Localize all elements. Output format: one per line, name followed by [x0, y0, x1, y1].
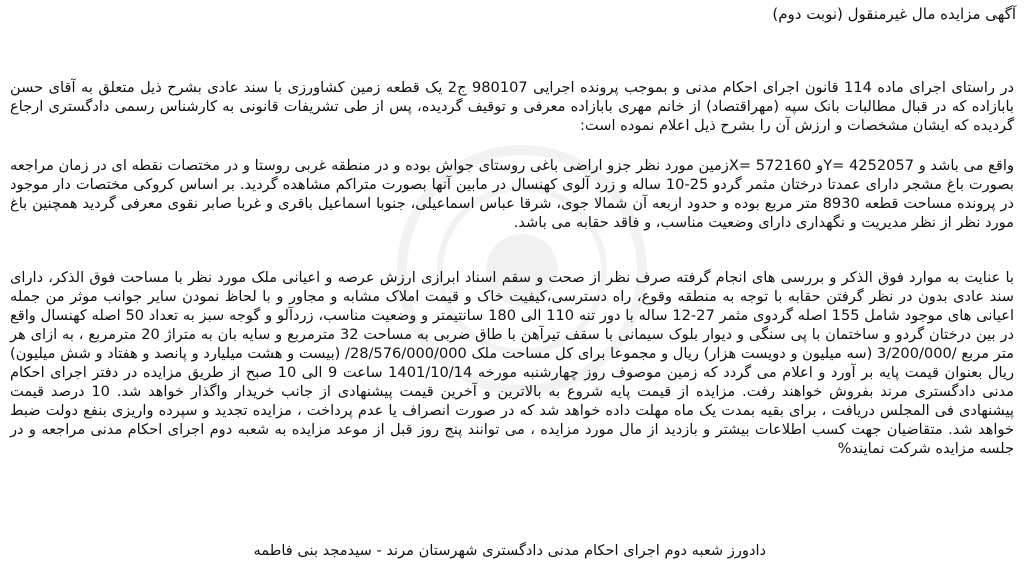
valuation-auction-paragraph: با عنایت به موارد فوق الذکر و بررسی های انجام گرفته صرف نظر از صحت و سقم اسناد ابرازی ارزش عرصه و اعیانی ملک مورد نظر با مساحت فوق الذکر، دارای سند عادی بدون در نظر گرفتن حقابه با توجه به منطقه وقوع، راه دسترسی،کیفیت خاک و قیمت املاک مشابه و مجاور و با لحاظ نمودن سایر جوانب موثر من جمله اعیانی های موجود شامل 155 اصله گردوی مثمر 27-12 ساله با دور تنه 110 الی 180 سانتیمتر و وضعیت مناسب، زردآلو و گوجه سبز به تعداد 50 اصله کهنسال واقع در بین درختان گردو و ساختمان با پی سنگی و دیوار بلوک سیمانی با سقف تیرآهن با طاق ضربی به مساحت 32 مترمربع و سایه بان به متراژ 20 مترمربع ، به ازای هر متر مربع /3/200/000 (سه میلیون و دویست هزار) ریال و مجموعا برای کل مساحت ملک 28/576/000/000/ (بیست و هشت میلیارد و پانصد و هفتاد و شش میلیون) ریال بعنوان قیمت پایه بر آورد و اعلام می گردد که زمین موصوف روز چهارشنبه مورخه 1401/10/14 ساعت 9 الی 10 صبح از طریق مزایده در دفتر اجرای احکام مدنی دادگستری مرند بفروش خواهند رفت. مزایده از قیمت پایه شروع به بالاترین و آخرین قیمت پیشنهادی از جانب خریدار واگذار خواهد شد. 10 درصد قیمت پیشنهادی فی المجلس دریافت ، برای بقیه بمدت یک ماه مهلت داده خواهد شد که در صورت انصراف یا عدم پرداخت ، مزایده تجدید و سپرده واریزی بنفع دولت ضبط خواهد شد. متقاضیان جهت کسب اطلاعات بیشتر و بازدید از مال مورد مزایده ، می توانند پنج روز قبل از موعد مزایده به شعبه دوم اجرای احکام مدنی مراجعه و در جلسه مزایده شرکت نمایند% — [10, 269, 1015, 457]
notice-title: آگهی مزایده مال غیرمنقول (نوبت دوم) — [772, 5, 1016, 23]
signature-line: دادورز شعبه دوم اجرای احکام مدنی دادگستری شهرستان مرند - سیدمجد بنی فاطمه — [253, 542, 766, 559]
property-description-paragraph: واقع می باشد و Y= 4252057و X= 572160زمین مورد نظر جزو اراضی باغی روستای جواش بوده و در منطقه غربی روستا و در مختصات نقطه ای در زمان مراجعه بصورت باغ مشجر دارای عمدتا درختان مثمر گردو 25-10 ساله و زرد آلوی کهنسال در مابین آنها بصورت متراکم مشاهده گردید. بر اساس کروکی مختصات دار موجود در پرونده مساحت قطعه 8930 متر مربع بوده و حدود اربعه آن شمالا جوی، شرقا عباس اسماعیلی، جنوبا اسماعیل باقری و غربا صابر نقوی معرفی گردید همچنین باغ مورد نظر از نظر مدیریت و نگهداری دارای وضعیت مناسب، و فاقد حقابه می باشد. — [10, 157, 1015, 231]
intro-paragraph: در راستای اجرای ماده 114 قانون اجرای احکام مدنی و بموجب پرونده اجرایی 980107 ج2 یک قطعه زمین کشاورزی با سند عادی بشرح ذیل متعلق به آقای حسن بابازاده که در قبال مطالبات بانک سپه (مهراقتصاد) از خانم مهری بابازاده معرفی و توقیف گردیده، پس از طی تشریفات قانونی به کارشناس رسمی دادگستری ارجاع گردیده که ایشان مشخصات و ارزش آن را بشرح ذیل اعلام نموده است: — [10, 79, 1014, 134]
